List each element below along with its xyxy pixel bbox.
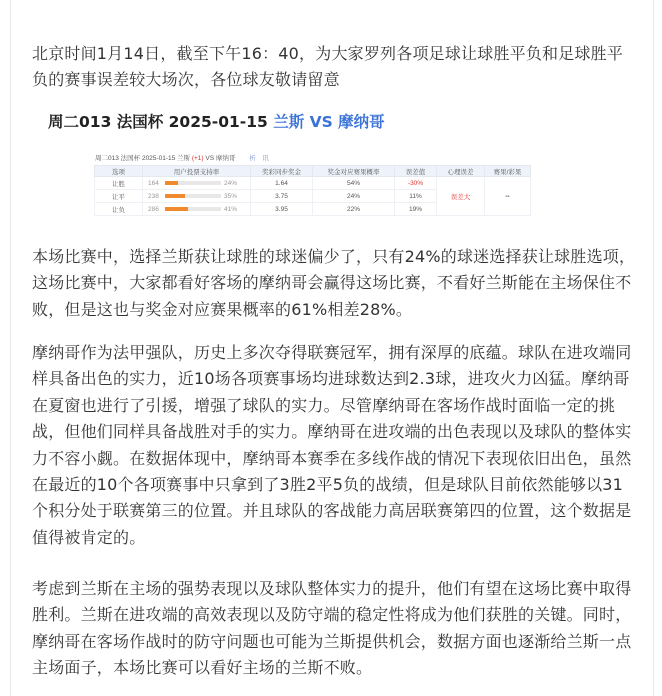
- home-team: 兰斯: [273, 113, 305, 131]
- column-header: 奖彩同步奖金: [251, 166, 313, 177]
- analysis-paragraph-3: 考虑到兰斯在主场的强势表现以及球队整体实力的提升，他们有望在这场比赛中取得胜利。兰斯在进攻端的高效表现以及防守端的稳定性将成为他们获胜的关键。同时，摩纳哥在客场作战时的防守问题也可能为兰斯提供机会，数据方面也逐渐给兰斯一点主场面子，本场比赛可以看好主场的兰斯不败。: [32, 579, 632, 678]
- vote-bar: [165, 181, 221, 185]
- odds-table-header: [95, 153, 269, 162]
- vote-count: 164: [148, 179, 159, 187]
- column-header: 用户投票支持率: [143, 166, 251, 177]
- match-title: [48, 110, 385, 132]
- option-cell: 让平: [95, 190, 143, 203]
- odds-table: [94, 165, 531, 216]
- psych-error-cell: [437, 177, 485, 216]
- vote-bar: [165, 207, 221, 211]
- vs-label: VS: [304, 113, 339, 131]
- vote-bar: [165, 194, 221, 198]
- option-cell: 让胜: [95, 177, 143, 190]
- vote-cell: [143, 177, 251, 190]
- probability-cell: 54%: [313, 177, 395, 190]
- vote-percent: 35%: [224, 192, 238, 200]
- result-cell: [485, 177, 531, 216]
- analysis-paragraph-1: 本场比赛中，选择兰斯获让球胜的球迷偏少了，只有24%的球迷选择获让球胜选项，这场比赛中，大家都看好客场的摩纳哥会赢得这场比赛，不看好兰斯能在主场保住不败，但是这也与奖金对应赛果概率的61%相差28%。: [32, 247, 636, 319]
- probability-cell: 22%: [313, 203, 395, 216]
- vote-bar-fill: [165, 181, 178, 185]
- column-header: 奖金对应赛果概率: [313, 166, 395, 177]
- vote-percent: 41%: [224, 205, 238, 213]
- table-row: [95, 177, 531, 190]
- vote-bar-fill: [165, 194, 185, 198]
- vote-count: 286: [148, 205, 159, 213]
- odds-cell: 3.95: [251, 203, 313, 216]
- vote-percent: 24%: [224, 179, 238, 187]
- psych-error-label: 误差大: [450, 193, 471, 201]
- diff-cell: -30%: [395, 177, 437, 190]
- diff-cell: 11%: [395, 190, 437, 203]
- vote-count: 238: [148, 192, 159, 200]
- odds-cell: 3.75: [251, 190, 313, 203]
- away-team: 摩纳哥: [338, 113, 385, 131]
- vote-cell: [143, 190, 251, 203]
- probability-cell: 24%: [313, 190, 395, 203]
- odds-away-team: VS 摩纳哥: [205, 155, 236, 162]
- vote-cell: [143, 203, 251, 216]
- odds-cell: 1.64: [251, 177, 313, 190]
- handicap-value: (+1): [191, 155, 204, 162]
- vote-bar-fill: [165, 207, 188, 211]
- column-header: 心理误差: [437, 166, 485, 177]
- option-cell: 让负: [95, 203, 143, 216]
- column-header: 赛果/彩果: [485, 166, 531, 177]
- analysis-paragraph-2: 摩纳哥作为法甲强队，历史上多次夺得联赛冠军，拥有深厚的底蕴。球队在进攻端同样具备出色的实力，近10场各项赛事场均进球数达到2.3球，进攻火力凶猛。摩纳哥在夏窗也进行了引援，增强了球队的实力。尽管摩纳哥在客场作战时面临一定的挑战，但他们同样具备战胜对手的实力。摩纳哥在进攻端的出色表现以及球队的整体实力不容小觑。在数据体现中，摩纳哥本赛季在多线作战的情况下表现依旧出色，虽然在最近的10个各项赛事中只拿到了3胜2平5负的战绩，但是球队目前依然能够以31个积分处于联赛第三的位置。并且球队的客战能力高居联赛第四的位置，这个数据是值得被肯定的。: [32, 343, 632, 547]
- odds-match-info: 周二013 法国杯 2025-01-15 兰斯: [95, 155, 191, 162]
- column-header: 选项: [95, 166, 143, 177]
- intro-paragraph: 北京时间1月14日，截至下午16：40，为大家罗列各项足球让球胜平负和足球胜平负的赛事误差较大场次，各位球友敬请留意: [32, 44, 624, 90]
- odds-table-body: [95, 177, 531, 216]
- result-label: --: [505, 192, 510, 200]
- diff-cell: 19%: [395, 203, 437, 216]
- column-header: 误差值: [395, 166, 437, 177]
- analysis-links[interactable]: 析 讯: [249, 155, 269, 162]
- odds-table-image: [91, 149, 533, 230]
- match-prefix: 周二013 法国杯 2025-01-15: [48, 113, 274, 131]
- odds-header-row: [95, 166, 531, 177]
